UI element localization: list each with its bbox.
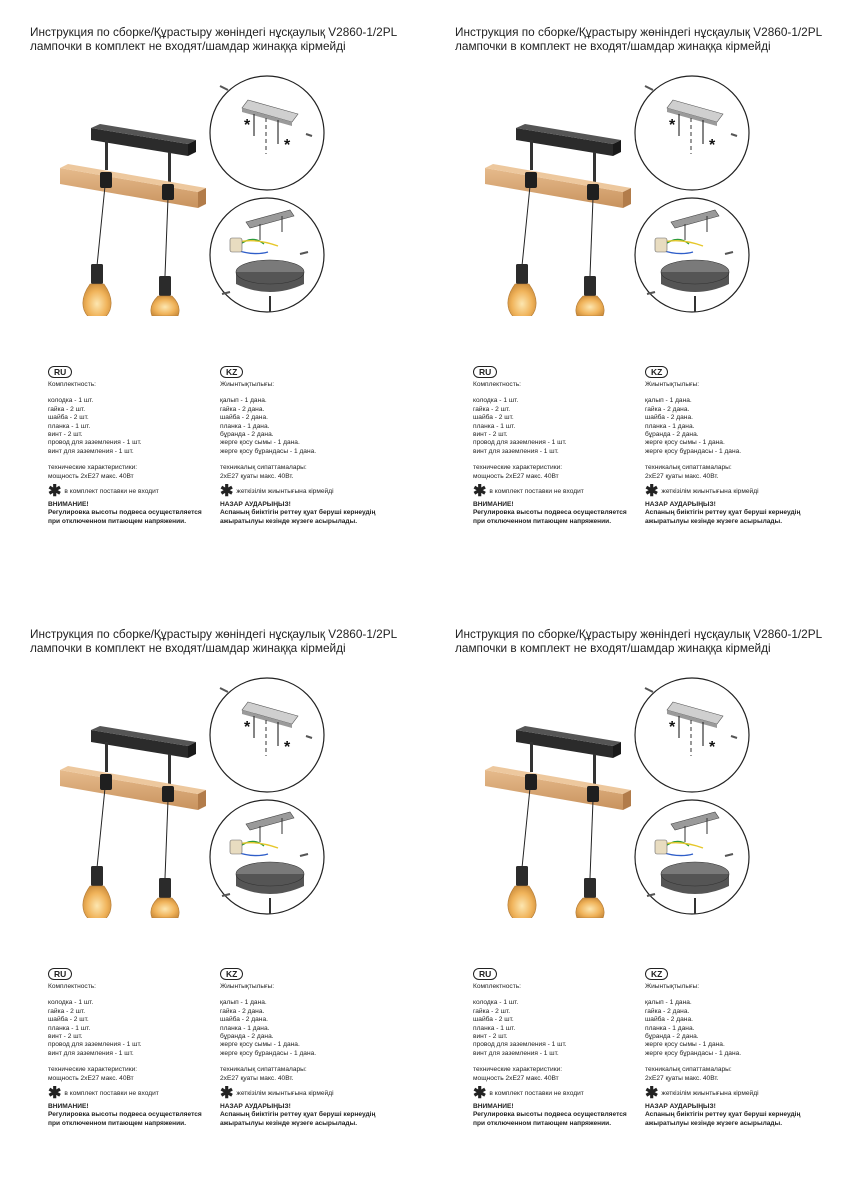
list-item: провод для заземления - 1 шт. — [48, 1041, 142, 1049]
instruction-panel — [30, 628, 430, 1188]
list-item: винт для заземления - 1 шт. — [473, 1049, 559, 1057]
list-item: планка - 1 дана. — [220, 1024, 270, 1032]
kz-heading: Жиынтықтылығы: — [645, 983, 700, 990]
list-item: шайба - 2 дана. — [220, 1016, 268, 1024]
kz-section — [220, 366, 415, 526]
mounting-plate-detail — [208, 74, 326, 192]
kz-section — [220, 968, 415, 1128]
kz-tech-heading: техникалық сипаттамалары: — [220, 464, 307, 472]
list-item: планка - 1 шт. — [48, 1024, 91, 1032]
ru-star-note — [48, 483, 213, 501]
asterisk-icon: ✱ — [473, 483, 487, 501]
asterisk-icon: ✱ — [220, 1085, 234, 1103]
kz-star-note-text: жеткізілім жиынтығына кірмейді — [661, 1089, 759, 1097]
title-line-2: лампочки в комплект не входят/шамдар жинаққа кірмейді — [30, 38, 346, 53]
title-line-2: лампочки в комплект не входят/шамдар жинаққа кірмейді — [30, 640, 346, 655]
list-item: колодка - 1 шт. — [473, 999, 519, 1007]
list-item: шайба - 2 шт. — [473, 1016, 514, 1024]
kz-warning-line-2: ажыратылуы кезінде жүзеге асырылады. — [645, 1119, 783, 1127]
list-item: винт для заземления - 1 шт. — [48, 447, 134, 455]
kz-warning-line-2: ажыратылуы кезінде жүзеге асырылады. — [220, 1119, 358, 1127]
asterisk-icon: * — [709, 739, 716, 756]
asterisk-icon: * — [669, 719, 676, 736]
list-item: шайба - 2 дана. — [645, 1016, 693, 1024]
kz-star-note — [645, 483, 840, 501]
kz-star-note-text: жеткізілім жиынтығына кірмейді — [236, 487, 334, 495]
list-item: гайка - 2 шт. — [473, 1007, 511, 1015]
instruction-panel — [455, 628, 849, 1188]
list-item: жерге қосу бұрандасы - 1 дана. — [220, 447, 317, 455]
asterisk-icon: * — [709, 137, 716, 154]
asterisk-icon: ✱ — [645, 1085, 659, 1103]
pendant-lamp-illustration — [473, 116, 638, 316]
ru-heading: Комплектность: — [473, 983, 521, 990]
kz-tech-value: 2хЕ27 қуаты макс. 40Вт. — [220, 472, 294, 480]
ru-warning-line-1: Регулировка высоты подвеса осуществляется — [48, 509, 202, 517]
kz-star-note — [645, 1085, 840, 1103]
ru-warning-line-2: при отключенном питающем напряжении. — [473, 517, 612, 525]
kz-heading: Жиынтықтылығы: — [220, 381, 275, 388]
list-item: гайка - 2 дана. — [220, 1007, 265, 1015]
kz-star-note-text: жеткізілім жиынтығына кірмейді — [236, 1089, 334, 1097]
kz-warning-line-1: Аспаның биіктігін реттеу қуат беруші кернеудің — [220, 509, 376, 517]
kz-badge: KZ — [645, 366, 668, 378]
list-item: жерге қосу бұрандасы - 1 дана. — [220, 1049, 317, 1057]
kz-warning — [645, 1103, 840, 1128]
list-item: провод для заземления - 1 шт. — [473, 439, 567, 447]
list-item: шайба - 2 шт. — [473, 414, 514, 422]
list-item: жерге қосу сымы - 1 дана. — [645, 1041, 725, 1049]
ru-star-note-text: в комплект поставки не входит — [489, 487, 584, 495]
list-item: колодка - 1 шт. — [473, 397, 519, 405]
title-line-1: Инструкция по сборке/Құрастыру жөніндегі нұсқаулық V2860-1/2PL — [455, 25, 823, 39]
ru-warning — [473, 1103, 638, 1128]
kz-warning-line-1: Аспаның биіктігін реттеу қуат беруші кернеудің — [220, 1111, 376, 1119]
kz-warning-title: НАЗАР АУДАРЫҢЫЗ! — [220, 501, 291, 509]
pendant-lamp-illustration — [473, 718, 638, 918]
mounting-plate-detail — [633, 676, 751, 794]
ru-tech-heading: технические характеристики: — [48, 464, 138, 472]
asterisk-icon: * — [244, 117, 251, 134]
list-item: колодка - 1 шт. — [48, 397, 94, 405]
ru-star-note-text: в комплект поставки не входит — [64, 1089, 159, 1097]
kz-badge: KZ — [220, 366, 243, 378]
ru-warning-line-2: при отключенном питающем напряжении. — [48, 517, 187, 525]
list-item: планка - 1 дана. — [645, 422, 695, 430]
kz-tech-value: 2хЕ27 қуаты макс. 40Вт. — [645, 472, 719, 480]
list-item: гайка - 2 шт. — [48, 405, 86, 413]
kz-tech-heading: техникалық сипаттамалары: — [220, 1066, 307, 1074]
mounting-plate-detail — [633, 74, 751, 192]
kz-star-note — [220, 483, 415, 501]
list-item: бұранда - 2 дана. — [220, 1033, 274, 1041]
ru-section — [48, 968, 213, 1128]
instruction-title — [455, 26, 849, 53]
kz-tech-heading: техникалық сипаттамалары: — [645, 1066, 732, 1074]
asterisk-icon: * — [284, 739, 291, 756]
pendant-lamp-illustration — [48, 116, 213, 316]
title-line-2: лампочки в комплект не входят/шамдар жинаққа кірмейді — [455, 38, 771, 53]
list-item: гайка - 2 шт. — [473, 405, 511, 413]
instruction-title — [30, 26, 430, 53]
ceiling-cup-wiring-detail — [208, 798, 326, 916]
list-item: қалып - 1 дана. — [220, 999, 267, 1007]
list-item: бұранда - 2 дана. — [645, 431, 699, 439]
kz-warning-title: НАЗАР АУДАРЫҢЫЗ! — [220, 1103, 291, 1111]
asterisk-icon: * — [284, 137, 291, 154]
kz-warning — [220, 501, 415, 526]
ru-warning-line-2: при отключенном питающем напряжении. — [48, 1119, 187, 1127]
ceiling-cup-wiring-detail — [633, 798, 751, 916]
list-item: винт - 2 шт. — [48, 1033, 83, 1041]
ru-tech-value: мощность 2хЕ27 макс. 40Вт — [473, 472, 559, 480]
ru-section — [48, 366, 213, 526]
list-item: гайка - 2 дана. — [645, 405, 690, 413]
list-item: бұранда - 2 дана. — [220, 431, 274, 439]
kz-section — [645, 968, 840, 1128]
ru-badge: RU — [48, 366, 72, 378]
title-line-1: Инструкция по сборке/Құрастыру жөніндегі нұсқаулық V2860-1/2PL — [455, 627, 823, 641]
title-line-1: Инструкция по сборке/Құрастыру жөніндегі нұсқаулық V2860-1/2PL — [30, 627, 398, 641]
list-item: планка - 1 шт. — [473, 422, 516, 430]
list-item: гайка - 2 дана. — [645, 1007, 690, 1015]
ru-warning-line-2: при отключенном питающем напряжении. — [473, 1119, 612, 1127]
list-item: винт для заземления - 1 шт. — [473, 447, 559, 455]
kz-warning-line-2: ажыратылуы кезінде жүзеге асырылады. — [645, 517, 783, 525]
ru-tech-value: мощность 2хЕ27 макс. 40Вт — [48, 472, 134, 480]
list-item: қалып - 1 дана. — [645, 397, 692, 405]
asterisk-icon: ✱ — [48, 1085, 62, 1103]
kz-tech-value: 2хЕ27 қуаты макс. 40Вт. — [220, 1074, 294, 1082]
ru-warning-line-1: Регулировка высоты подвеса осуществляется — [473, 509, 627, 517]
list-item: шайба - 2 дана. — [220, 414, 268, 422]
ru-warning-title: ВНИМАНИЕ! — [48, 501, 89, 509]
list-item: қалып - 1 дана. — [220, 397, 267, 405]
list-item: жерге қосу бұрандасы - 1 дана. — [645, 447, 742, 455]
title-line-1: Инструкция по сборке/Құрастыру жөніндегі нұсқаулық V2860-1/2PL — [30, 25, 398, 39]
kz-tech-heading: техникалық сипаттамалары: — [645, 464, 732, 472]
ru-tech-heading: технические характеристики: — [48, 1066, 138, 1074]
kz-warning — [220, 1103, 415, 1128]
list-item: винт - 2 шт. — [473, 1033, 508, 1041]
ru-warning-title: ВНИМАНИЕ! — [48, 1103, 89, 1111]
ru-heading: Комплектность: — [473, 381, 521, 388]
ru-star-note — [48, 1085, 213, 1103]
ru-warning-line-1: Регулировка высоты подвеса осуществляется — [473, 1111, 627, 1119]
ru-heading: Комплектность: — [48, 983, 96, 990]
list-item: гайка - 2 шт. — [48, 1007, 86, 1015]
list-item: бұранда - 2 дана. — [645, 1033, 699, 1041]
list-item: колодка - 1 шт. — [48, 999, 94, 1007]
ru-tech-heading: технические характеристики: — [473, 1066, 563, 1074]
ru-warning-title: ВНИМАНИЕ! — [473, 1103, 514, 1111]
list-item: провод для заземления - 1 шт. — [48, 439, 142, 447]
list-item: планка - 1 шт. — [48, 422, 91, 430]
ru-warning-title: ВНИМАНИЕ! — [473, 501, 514, 509]
instruction-panel — [30, 26, 430, 586]
asterisk-icon: * — [669, 117, 676, 134]
list-item: планка - 1 шт. — [473, 1024, 516, 1032]
pendant-lamp-illustration — [48, 718, 213, 918]
ru-star-note — [473, 1085, 638, 1103]
ru-tech-value: мощность 2хЕ27 макс. 40Вт — [473, 1074, 559, 1082]
ru-star-note-text: в комплект поставки не входит — [489, 1089, 584, 1097]
kz-star-note-text: жеткізілім жиынтығына кірмейді — [661, 487, 759, 495]
list-item: планка - 1 дана. — [220, 422, 270, 430]
kz-warning-title: НАЗАР АУДАРЫҢЫЗ! — [645, 1103, 716, 1111]
list-item: шайба - 2 дана. — [645, 414, 693, 422]
ru-star-note — [473, 483, 638, 501]
kz-warning-line-2: ажыратылуы кезінде жүзеге асырылады. — [220, 517, 358, 525]
asterisk-icon: ✱ — [220, 483, 234, 501]
list-item: гайка - 2 дана. — [220, 405, 265, 413]
kz-badge: KZ — [220, 968, 243, 980]
kz-warning-line-1: Аспаның биіктігін реттеу қуат беруші кернеудің — [645, 1111, 801, 1119]
ru-section — [473, 366, 638, 526]
kz-heading: Жиынтықтылығы: — [220, 983, 275, 990]
ru-badge: RU — [473, 968, 497, 980]
ru-badge: RU — [473, 366, 497, 378]
ru-heading: Комплектность: — [48, 381, 96, 388]
ru-warning — [48, 501, 213, 526]
list-item: шайба - 2 шт. — [48, 1016, 89, 1024]
instruction-title — [30, 628, 430, 655]
list-item: жерге қосу сымы - 1 дана. — [220, 1041, 300, 1049]
kz-warning — [645, 501, 840, 526]
asterisk-icon: ✱ — [645, 483, 659, 501]
ru-warning — [48, 1103, 213, 1128]
kz-section — [645, 366, 840, 526]
ru-section — [473, 968, 638, 1128]
list-item: шайба - 2 шт. — [48, 414, 89, 422]
ru-tech-heading: технические характеристики: — [473, 464, 563, 472]
title-line-2: лампочки в комплект не входят/шамдар жинаққа кірмейді — [455, 640, 771, 655]
list-item: жерге қосу сымы - 1 дана. — [220, 439, 300, 447]
kz-star-note — [220, 1085, 415, 1103]
instruction-title — [455, 628, 849, 655]
ru-star-note-text: в комплект поставки не входит — [64, 487, 159, 495]
kz-badge: KZ — [645, 968, 668, 980]
ru-tech-value: мощность 2хЕ27 макс. 40Вт — [48, 1074, 134, 1082]
ceiling-cup-wiring-detail — [633, 196, 751, 314]
list-item: қалып - 1 дана. — [645, 999, 692, 1007]
ru-badge: RU — [48, 968, 72, 980]
kz-warning-line-1: Аспаның биіктігін реттеу қуат беруші кернеудің — [645, 509, 801, 517]
list-item: винт - 2 шт. — [48, 431, 83, 439]
asterisk-icon: ✱ — [473, 1085, 487, 1103]
ceiling-cup-wiring-detail — [208, 196, 326, 314]
list-item: планка - 1 дана. — [645, 1024, 695, 1032]
list-item: провод для заземления - 1 шт. — [473, 1041, 567, 1049]
asterisk-icon: * — [244, 719, 251, 736]
ru-warning — [473, 501, 638, 526]
list-item: винт для заземления - 1 шт. — [48, 1049, 134, 1057]
list-item: винт - 2 шт. — [473, 431, 508, 439]
list-item: жерге қосу сымы - 1 дана. — [645, 439, 725, 447]
asterisk-icon: ✱ — [48, 483, 62, 501]
ru-warning-line-1: Регулировка высоты подвеса осуществляется — [48, 1111, 202, 1119]
list-item: жерге қосу бұрандасы - 1 дана. — [645, 1049, 742, 1057]
instruction-panel — [455, 26, 849, 586]
mounting-plate-detail — [208, 676, 326, 794]
kz-warning-title: НАЗАР АУДАРЫҢЫЗ! — [645, 501, 716, 509]
kz-tech-value: 2хЕ27 қуаты макс. 40Вт. — [645, 1074, 719, 1082]
kz-heading: Жиынтықтылығы: — [645, 381, 700, 388]
